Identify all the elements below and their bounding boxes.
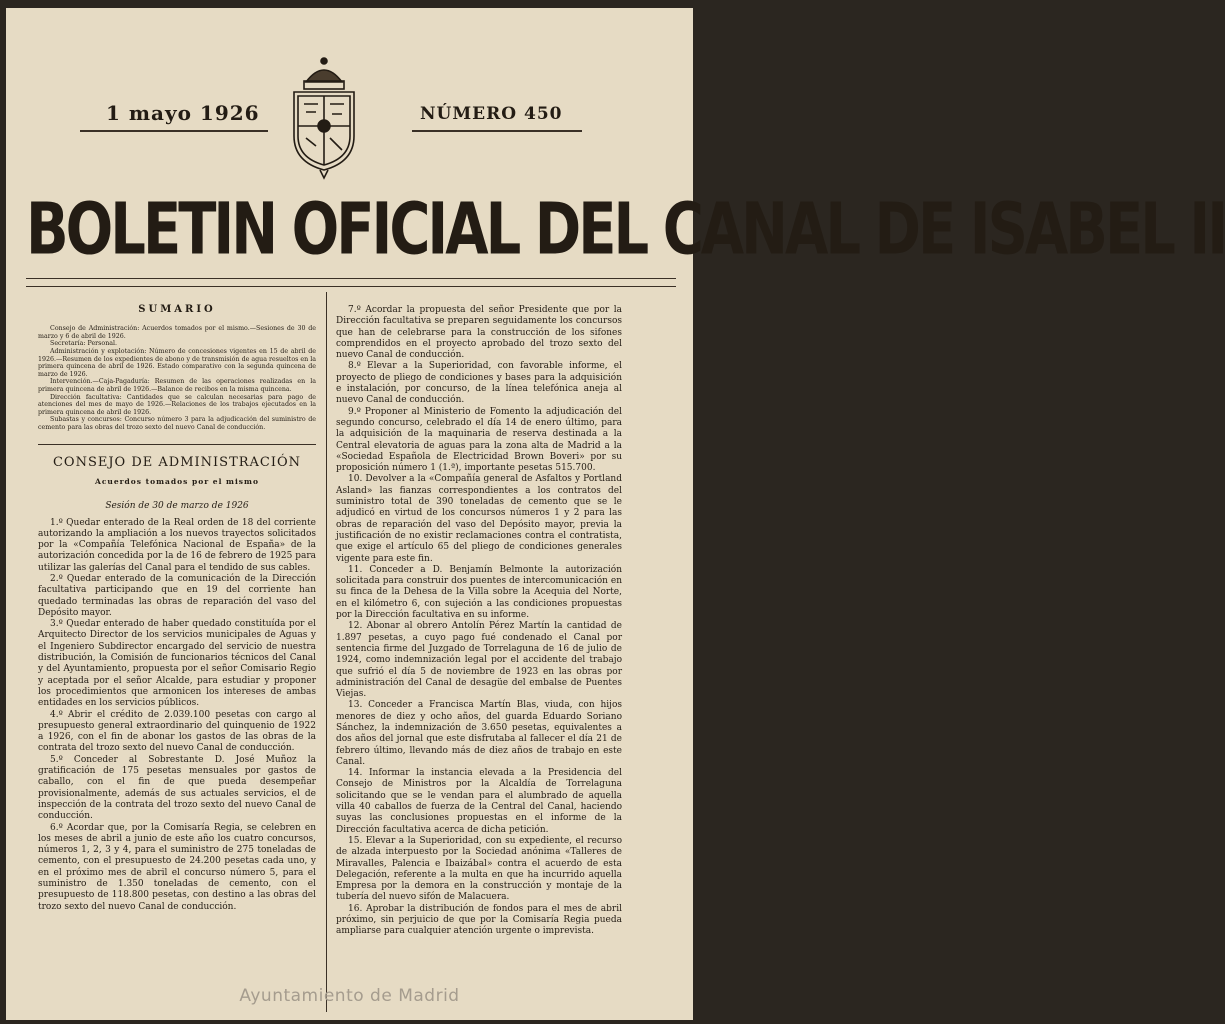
summary-entry: Administración y explotación: Número de concesiones vigentes en 15 de abril de 1926.—Resumen de los expedientes de abono y de transmisión de agua resueltos en la primera quincena de abril de 1926. Estado comparativo con la segunda quincena de marzo de 1926. <box>38 348 316 378</box>
newspaper-title: BOLETIN OFICIAL DEL CANAL DE ISABEL II <box>26 188 1225 272</box>
summary-entry: Dirección facultativa: Cantidades que se calculan necesarias para pago de atenciones del mes de mayo de 1926.—Relaciones de los trabajos ejecutados en la primera quincena de abril de 1926. <box>38 393 316 416</box>
summary-text <box>38 325 316 431</box>
session-date: Sesión de 30 de marzo de 1926 <box>105 501 249 512</box>
summary-entry: Consejo de Administración: Acuerdos tomados por el mismo.—Sesiones de 30 de marzo y 6 de abril de 1926. <box>38 325 316 340</box>
agreement-item: 1.º Quedar enterado de la Real orden de 18 del corriente autorizando la ampliación a los nuevos trayectos solicitados por la «Compañía Telefónica Nacional de España» de la autorización concedida por la de 16 de febrero de 1925 para utilizar las galerías del Canal para el tendido de sus cables. <box>38 517 316 573</box>
agreement-item: 12. Abonar al obrero Antolín Pérez Martín la cantidad de 1.897 pesetas, a cuyo pago fué condenado el Canal por sentencia firme del Juzgado de Torrelaguna de 16 de julio de 1924, como indemnización legal por el accidente del trabajo que sufrió el día 5 de noviembre de 1923 en las obras por administración del Canal de desagüe del embalse de Puentes Viejas. <box>336 621 622 700</box>
summary-rule <box>38 444 316 445</box>
title-rule <box>26 278 676 279</box>
column-divider <box>326 292 327 1012</box>
summary-entry: Intervención.—Caja-Pagaduría: Resumen de las operaciones realizadas en la primera quincena de abril de 1926.—Balance de recibos en la misma quincena. <box>38 378 316 394</box>
header-rule-left <box>80 130 268 132</box>
summary-entry: Subastas y concursos: Concurso número 3 para la adjudicación del suministro de cemento para las obras del trozo sexto del nuevo Canal de conducción. <box>38 416 316 432</box>
summary-title: SUMARIO <box>138 304 216 315</box>
agreement-item: 3.º Quedar enterado de haber quedado constituída por el Arquitecto Director de los servicios municipales de Aguas y el Ingeniero Subdirector encargado del servicio de nuestra distribución, la Comisión de funcionarios técnicos del Canal y del Ayuntamiento, propuesta por el señor Comisario Regio y aceptada por el señor Alcalde, para estudiar y proponer los procedimientos que armonicen los intereses de ambas entidades en los servicios públicos. <box>38 619 316 709</box>
agreement-item: 15. Elevar a la Superioridad, con su expediente, el recurso de alzada interpuesto por la Sociedad anónima «Talleres de Miravalles, Palencia e Ibaizábal» contra el acuerdo de esta Delegación, referente a la multa en que ha incurrido aquella Empresa por la demora en la construcción y montaje de la tubería del nuevo sifón de Malacuera. <box>336 835 622 903</box>
royal-crest-icon <box>284 54 364 184</box>
agreement-item: 5.º Conceder al Sobrestante D. José Muñoz la gratificación de 175 pesetas mensuales por gastos de caballo, con el fin de que pueda desempeñar provisionalmente, además de sus actuales servicios, el de inspección de la contrata del trozo sexto del nuevo Canal de conducción. <box>38 754 316 822</box>
section-heading: CONSEJO DE ADMINISTRACIÓN <box>52 454 302 470</box>
issue-date: 1 mayo 1926 <box>106 101 260 125</box>
agreement-item: 6.º Acordar que, por la Comisaría Regia, se celebren en los meses de abril a junio de este año los cuatro concursos, números 1, 2, 3 y 4, para el suministro de 275 toneladas de cemento, con el presupuesto de 24.200 pesetas cada uno, y en el próximo mes de abril el concurso número 5, para el suministro de 1.350 toneladas de cemento, con el presupuesto de 118.800 pesetas, con destino a las obras del trozo sexto del nuevo Canal de conducción. <box>38 822 316 912</box>
newspaper-page <box>6 8 1225 1020</box>
right-column <box>336 305 622 938</box>
agreement-item: 14. Informar la instancia elevada a la Presidencia del Consejo de Ministros por la Alcaldía de Torrelaguna solicitando que se le vendan para el alumbrado de aquella villa 40 caballos de fuerza de la Central del Canal, haciendo suyas las conclusiones propuestas en el informe de la Dirección facultativa acerca de dicha petición. <box>336 768 622 835</box>
left-column <box>38 300 316 913</box>
header-rule-right <box>412 130 582 132</box>
agreement-item: 13. Conceder a Francisca Martín Blas, viuda, con hijos menores de diez y ocho años, del guarda Eduardo Soriano Sánchez, la indemnización de 3.650 pesetas, equivalentes a dos años del jornal que este disfrutaba al fallecer el día 21 de febrero último, llevando más de diez años de trabajo en este Canal. <box>336 700 622 767</box>
agreement-item: 16. Aprobar la distribución de fondos para el mes de abril próximo, sin perjuicio de que por la Comisaría Regia pueda ampliarse para cualquier atención urgente o imprevista. <box>336 903 622 937</box>
agreement-item: 9.º Proponer al Ministerio de Fomento la adjudicación del segundo concurso, celebrado el día 14 de enero último, para la adquisición de la maquinaria de reserva destinada a la Central elevatoria de aguas para la zona alta de Madrid a la «Sociedad Española de Electricidad Brown Boveri» por su proposición número 1 (1.ª), importante pesetas 515.700. <box>336 406 622 474</box>
agreement-item: 8.º Elevar a la Superioridad, con favorable informe, el proyecto de pliego de condiciones y bases para la adquisición e instalación, por concurso, de la línea telefónica aneja al nuevo Canal de conducción. <box>336 361 622 406</box>
title-rule-2 <box>26 286 676 287</box>
section-subheading: Acuerdos tomados por el mismo <box>95 476 259 486</box>
agreement-item: 4.º Abrir el crédito de 2.039.100 pesetas con cargo al presupuesto general extraordinario del quinquenio de 1922 a 1926, con el fin de abonar los gastos de las obras de la contrata del trozo sexto del nuevo Canal de conducción. <box>38 709 316 754</box>
issue-number: NÚMERO 450 <box>420 104 563 124</box>
agreement-item: 10. Devolver a la «Compañía general de Asfaltos y Portland Asland» las fianzas correspondientes a los contratos del suministro total de 390 toneladas de cemento que se le adjudicó en virtud de los concursos números 1 y 2 para las obras de reparación del vaso del Depósito mayor, previa la justificación de no existir reclamaciones contra el contratista, que exige el artículo 65 del pliego de condiciones generales vigente para este fin. <box>336 474 622 564</box>
summary-entry: Secretaría: Personal. <box>50 340 118 348</box>
agreement-item: 7.º Acordar la propuesta del señor Presidente que por la Dirección facultativa se preparen seguidamente los concursos que han de celebrarse para la construcción de los sifones comprendidos en el proyecto aprobado del trozo sexto del nuevo Canal de conducción. <box>336 305 622 361</box>
agreement-item: 11. Conceder a D. Benjamín Belmonte la autorización solicitada para construir dos puentes de intercomunicación en su finca de la Dehesa de la Villa sobre la Acequia del Norte, en el kilómetro 6, con sujeción a las condiciones propuestas por la Dirección facultativa en su informe. <box>336 564 622 621</box>
agreement-item: 2.º Quedar enterado de la comunicación de la Dirección facultativa participando que en 19 del corriente han quedado terminadas las obras de reparación del vaso del Depósito mayor. <box>38 573 316 618</box>
archive-watermark: Ayuntamiento de Madrid <box>239 986 460 1006</box>
